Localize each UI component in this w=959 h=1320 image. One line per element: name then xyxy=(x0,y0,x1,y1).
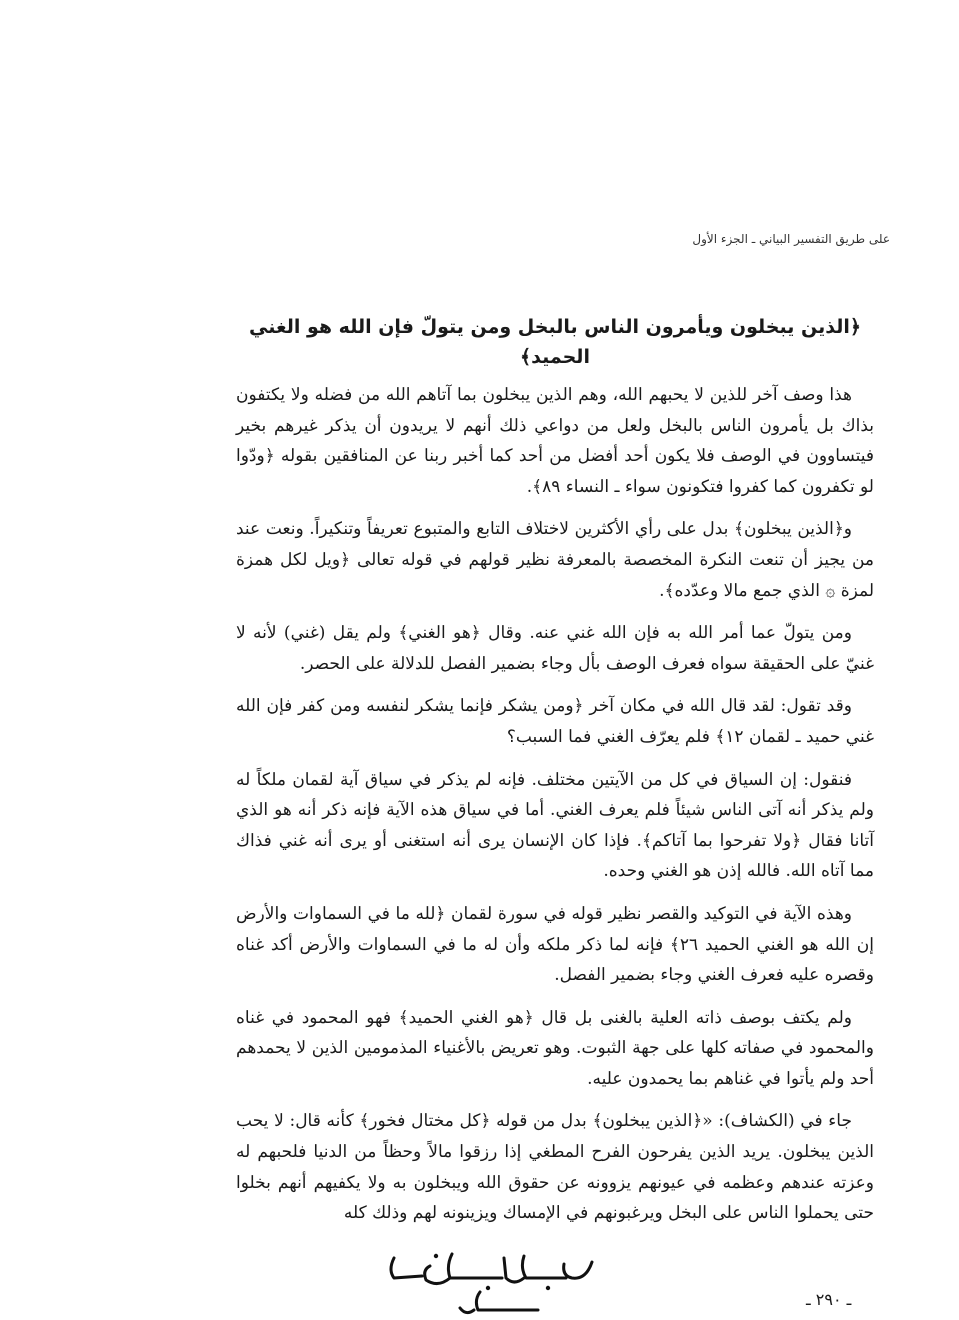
paragraph-6: وهذه الآية في التوكيد والقصر نظير قوله في سورة لقمان ﴿لله ما في السماوات والأرض إن الله هو الغني الحميد ٢٦﴾ فإنه لما ذكر ملكه وأن له ما في السماوات والأرض أكد غناه وقصره عليه فعرف الغني وجاء بضمير الفصل. xyxy=(236,903,875,986)
paragraph-8: جاء في (الكشاف): «﴿الذين يبخلون﴾ بدل من قوله ﴿كل مختال فخور﴾ كأنه قال: لا يحب الذين يبخلون. يريد الذين يفرحون الفرح المطغي إذا رزقوا مالاً وحظاً من الدنيا فلحبهم له وعزته عندهم وعظمه في عيونهم يزوونه عن حقوق الله ويبخلون به ولا يكفيهم أنهم بخلوا حتى يحملوا الناس على البخل ويرغبونهم في الإمساك ويزينونه لهم وذلك كله xyxy=(236,1111,874,1224)
verse-title: ﴿الذين يبخلون ويأمرون الناس بالبخل ومن يتولّ فإن الله هو الغني الحميد﴾ xyxy=(249,316,861,368)
handwritten-signature xyxy=(378,1248,608,1320)
paragraph-3: ومن يتولّ عما أمر الله به فإن الله غني عنه. وقال ﴿هو الغني﴾ ولم يقل (غني) لأنه لا غنيّ على الحقيقة سواه فعرف الوصف بأل وجاء بضمير الفصل للدلالة على الحصر. xyxy=(236,623,874,674)
page-body xyxy=(236,312,874,1241)
paragraph-7: ولم يكتف بوصف ذاته العلية بالغنى بل قال ﴿هو الغني الحميد﴾ فهو المحمود في غناه والمحمود في صفاته كلها على جهة الثبوت. وهو تعريض بالأغنياء المذمومين الذين لا يحمدهم أحد ولم يأتوا في غناهم بما يحمدون عليه. xyxy=(236,1007,874,1089)
paragraph-5: فنقول: إن السياق في كل من الآيتين مختلف. فإنه لم يذكر في سياق آية لقمان ملكاً له ولم يذكر أنه آتى الناس شيئاً فلم يعرف الغني. أما في سياق هذه الآية فإنه ذكر أنه هو الذي آتانا فقال ﴿ولا تفرحوا بما آتاكم﴾. فإذا كان الإنسان يرى أنه استغنى أو يرى أنه غني فذاك مما آتاه الله. فالله إذن هو الغني وحده. xyxy=(236,769,874,882)
paragraph-4: وقد تقول: لقد قال الله في مكان آخر ﴿ومن يشكر فإنما يشكر لنفسه ومن كفر فإن الله غني حميد ـ لقمان ١٢﴾ فلم يعرّف الغني فما السبب؟ xyxy=(236,696,874,747)
paragraph-1: هذا وصف آخر للذين لا يحبهم الله، وهم الذين يبخلون بما آتاهم الله من فضله ولا يكتفون بذاك بل يأمرون الناس بالبخل ولعل من دواعي ذلك أنهم لا يريدون أن يذكر غيرهم بخير فيتساوون في الوصف فلا يكون أحد أفضل من أحد كما أخبر ربنا عن المنافقين بقوله ﴿ودّوا لو تكفرون كما كفروا فتكونون سواء ـ النساء ٨٩﴾. xyxy=(236,385,874,497)
paragraph-2: و﴿الذين يبخلون﴾ بدل على رأي الأكثرين لاختلاف التابع والمتبوع تعريفاً وتنكيراً. ونعت عند من يجيز أن تنعت النكرة المخصصة بالمعرفة نظير قولهم في قوله تعالى ﴿ويل لكل همزة لمزة ۞ الذي جمع مالا وعدّده﴾. xyxy=(236,519,874,601)
running-header: على طريق التفسير البياني ـ الجزء الأول xyxy=(692,232,890,246)
page-number: ـ ٢٩٠ ـ xyxy=(806,1290,852,1309)
